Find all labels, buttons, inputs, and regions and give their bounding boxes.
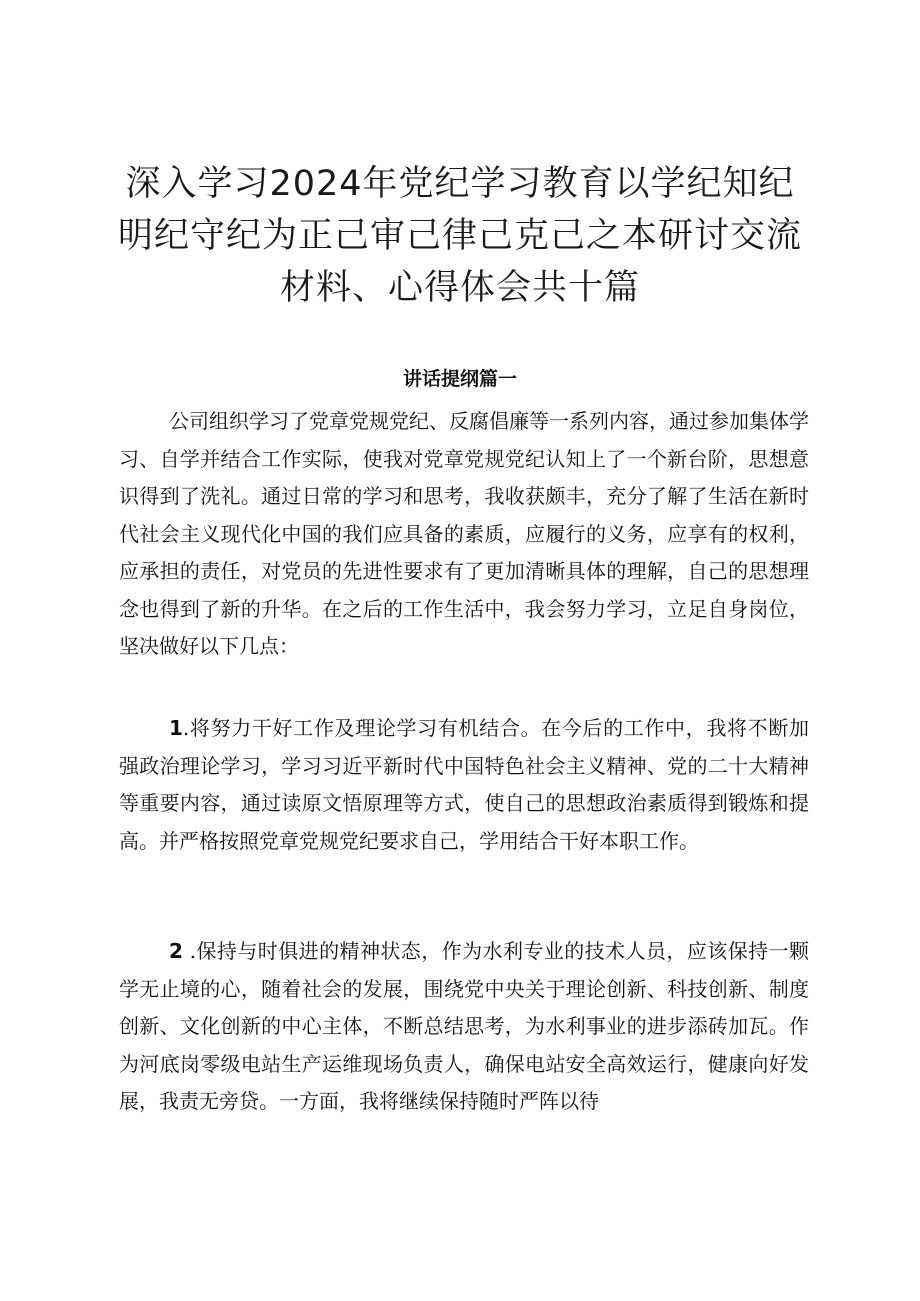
- list-item: [119, 933, 809, 1121]
- intro-block: [119, 403, 809, 666]
- item-1-number: 1: [169, 716, 183, 740]
- item-1-paragraph: [119, 710, 809, 860]
- item-2-paragraph: [119, 933, 809, 1121]
- document-title: 深入学习2024年党纪学习教育以学纪知纪明纪守纪为正己审己律己克己之本研讨交流材料、心得体会共十篇: [117, 164, 802, 308]
- item-2-number: 2: [169, 939, 183, 963]
- intro-paragraph: 公司组织学习了党章党规党纪、反腐倡廉等一系列内容，通过参加集体学习、自学并结合工作实际，使我对党章党规党纪认知上了一个新台阶，思想意识得到了洗礼。通过日常的学习和思考，我收获颇丰，充分了解了生活在新时代社会主义现代化中国的我们应具备的素质，应履行的义务，应享有的权利，应承担的责任，对党员的先进性要求有了更加清晰具体的理解，自己的思想理念也得到了新的升华。在之后的工作生活中，我会努力学习，立足自身岗位，坚决做好以下几点：: [119, 409, 809, 658]
- item-1-text: .将努力干好工作及理论学习有机结合。在今后的工作中，我将不断加强政治理论学习，学习习近平新时代中国特色社会主义精神、党的二十大精神等重要内容，通过读原文悟原理等方式，使自己的思想政治素质得到锻炼和提高。并严格按照党章党规党纪要求自己，学用结合干好本职工作。: [119, 716, 809, 853]
- section-heading: 讲话提纲篇一: [402, 368, 517, 390]
- item-2-text: .保持与时俱进的精神状态，作为水利专业的技术人员，应该保持一颗学无止境的心，随着社会的发展，围绕党中央关于理论创新、科技创新、制度创新、文化创新的中心主体，不断总结思考，为水利事业的进步添砖加瓦。作为河底岗零级电站生产运维现场负责人，确保电站安全高效运行，健康向好发展，我责无旁贷。一方面，我将继续保持随时严阵以待: [119, 939, 809, 1113]
- list-item: [119, 710, 809, 860]
